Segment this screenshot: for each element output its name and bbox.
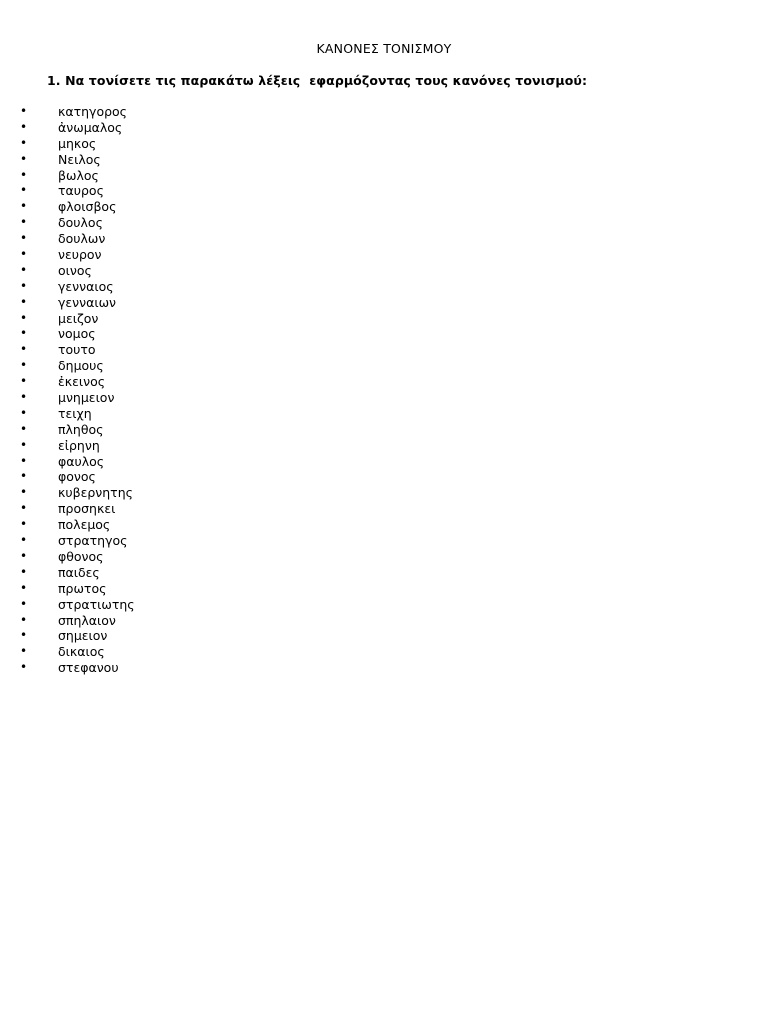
bullet-icon: • <box>20 485 28 500</box>
word-text: στρατιωτης <box>58 596 135 612</box>
bullet-icon: • <box>20 278 28 293</box>
word-text: παιδες <box>58 564 100 580</box>
bullet-icon: • <box>20 342 28 357</box>
bullet-icon: • <box>20 199 28 214</box>
bullet-icon: • <box>20 167 28 182</box>
word-text: δικαιος <box>58 644 105 660</box>
bullet-icon: • <box>20 580 28 595</box>
bullet-icon: • <box>20 548 28 563</box>
word-text: φαυλος <box>58 453 105 469</box>
bullet-icon: • <box>20 294 28 309</box>
word-text: δημους <box>58 358 104 374</box>
word-text: πρωτος <box>58 580 107 596</box>
bullet-icon: • <box>20 405 28 420</box>
bullet-icon: • <box>20 501 28 516</box>
word-text: νομος <box>58 326 96 342</box>
bullet-icon: • <box>20 135 28 150</box>
word-text: Νειλος <box>58 151 101 167</box>
bullet-icon: • <box>20 437 28 452</box>
bullet-icon: • <box>20 151 28 166</box>
bullet-icon: • <box>20 326 28 341</box>
word-text: μηκος <box>58 135 97 151</box>
word-text: κατηγορος <box>58 104 128 119</box>
exercise-instruction: 1. Να τονίσετε τις παρακάτω λέξεις εφαρμόζοντας τους κανόνες τονισμού: <box>47 73 588 88</box>
word-text: μνημειον <box>58 390 115 406</box>
word-text: πληθος <box>58 421 104 437</box>
word-text: γενναιος <box>58 278 114 294</box>
bullet-icon: • <box>20 247 28 262</box>
word-text: γενναιων <box>58 294 117 310</box>
word-text: προσηκει <box>58 501 116 517</box>
bullet-icon: • <box>20 215 28 230</box>
word-text: φθονος <box>58 548 104 564</box>
word-text: στεφανου <box>58 660 119 676</box>
bullet-icon: • <box>20 453 28 468</box>
word-text: δουλων <box>58 231 106 247</box>
bullet-icon: • <box>20 262 28 277</box>
bullet-icon: • <box>20 596 28 611</box>
word-text: μειζον <box>58 310 99 326</box>
bullet-icon: • <box>20 310 28 325</box>
bullet-icon: • <box>20 374 28 389</box>
bullet-icon: • <box>20 358 28 373</box>
bullet-icon: • <box>20 183 28 198</box>
bullet-icon: • <box>20 421 28 436</box>
word-text: τειχη <box>58 405 92 421</box>
word-text: ταυρος <box>58 183 104 199</box>
page-title: ΚΑΝΟΝΕΣ ΤΟΝΙΣΜΟΥ <box>316 41 452 56</box>
bullet-icon: • <box>20 119 28 134</box>
bullet-icon: • <box>20 533 28 548</box>
word-text: φονος <box>58 469 96 485</box>
bullet-icon: • <box>20 612 28 627</box>
bullet-icon: • <box>20 644 28 659</box>
bullet-icon: • <box>20 517 28 532</box>
bullet-icon: • <box>20 628 28 643</box>
word-text: σημειον <box>58 628 108 644</box>
bullet-icon: • <box>20 469 28 484</box>
word-text: φλοισβος <box>58 199 117 215</box>
word-text: οινος <box>58 262 92 278</box>
word-text: ἐκεινος <box>58 374 106 390</box>
word-text: στρατηγος <box>58 533 128 549</box>
word-text: σπηλαιον <box>58 612 116 628</box>
word-text: νευρον <box>58 247 102 263</box>
bullet-icon: • <box>20 104 28 118</box>
bullet-icon: • <box>20 564 28 579</box>
bullet-icon: • <box>20 231 28 246</box>
word-text: ἀνωμαλος <box>58 119 123 135</box>
bullet-icon: • <box>20 660 28 675</box>
word-text: εἰρηνη <box>58 437 100 453</box>
bullet-icon: • <box>20 390 28 405</box>
word-text: τουτο <box>58 342 96 358</box>
word-text: δουλος <box>58 215 103 231</box>
word-text: πολεμος <box>58 517 111 533</box>
word-text: βωλος <box>58 167 99 183</box>
word-text: κυβερνητης <box>58 485 133 501</box>
